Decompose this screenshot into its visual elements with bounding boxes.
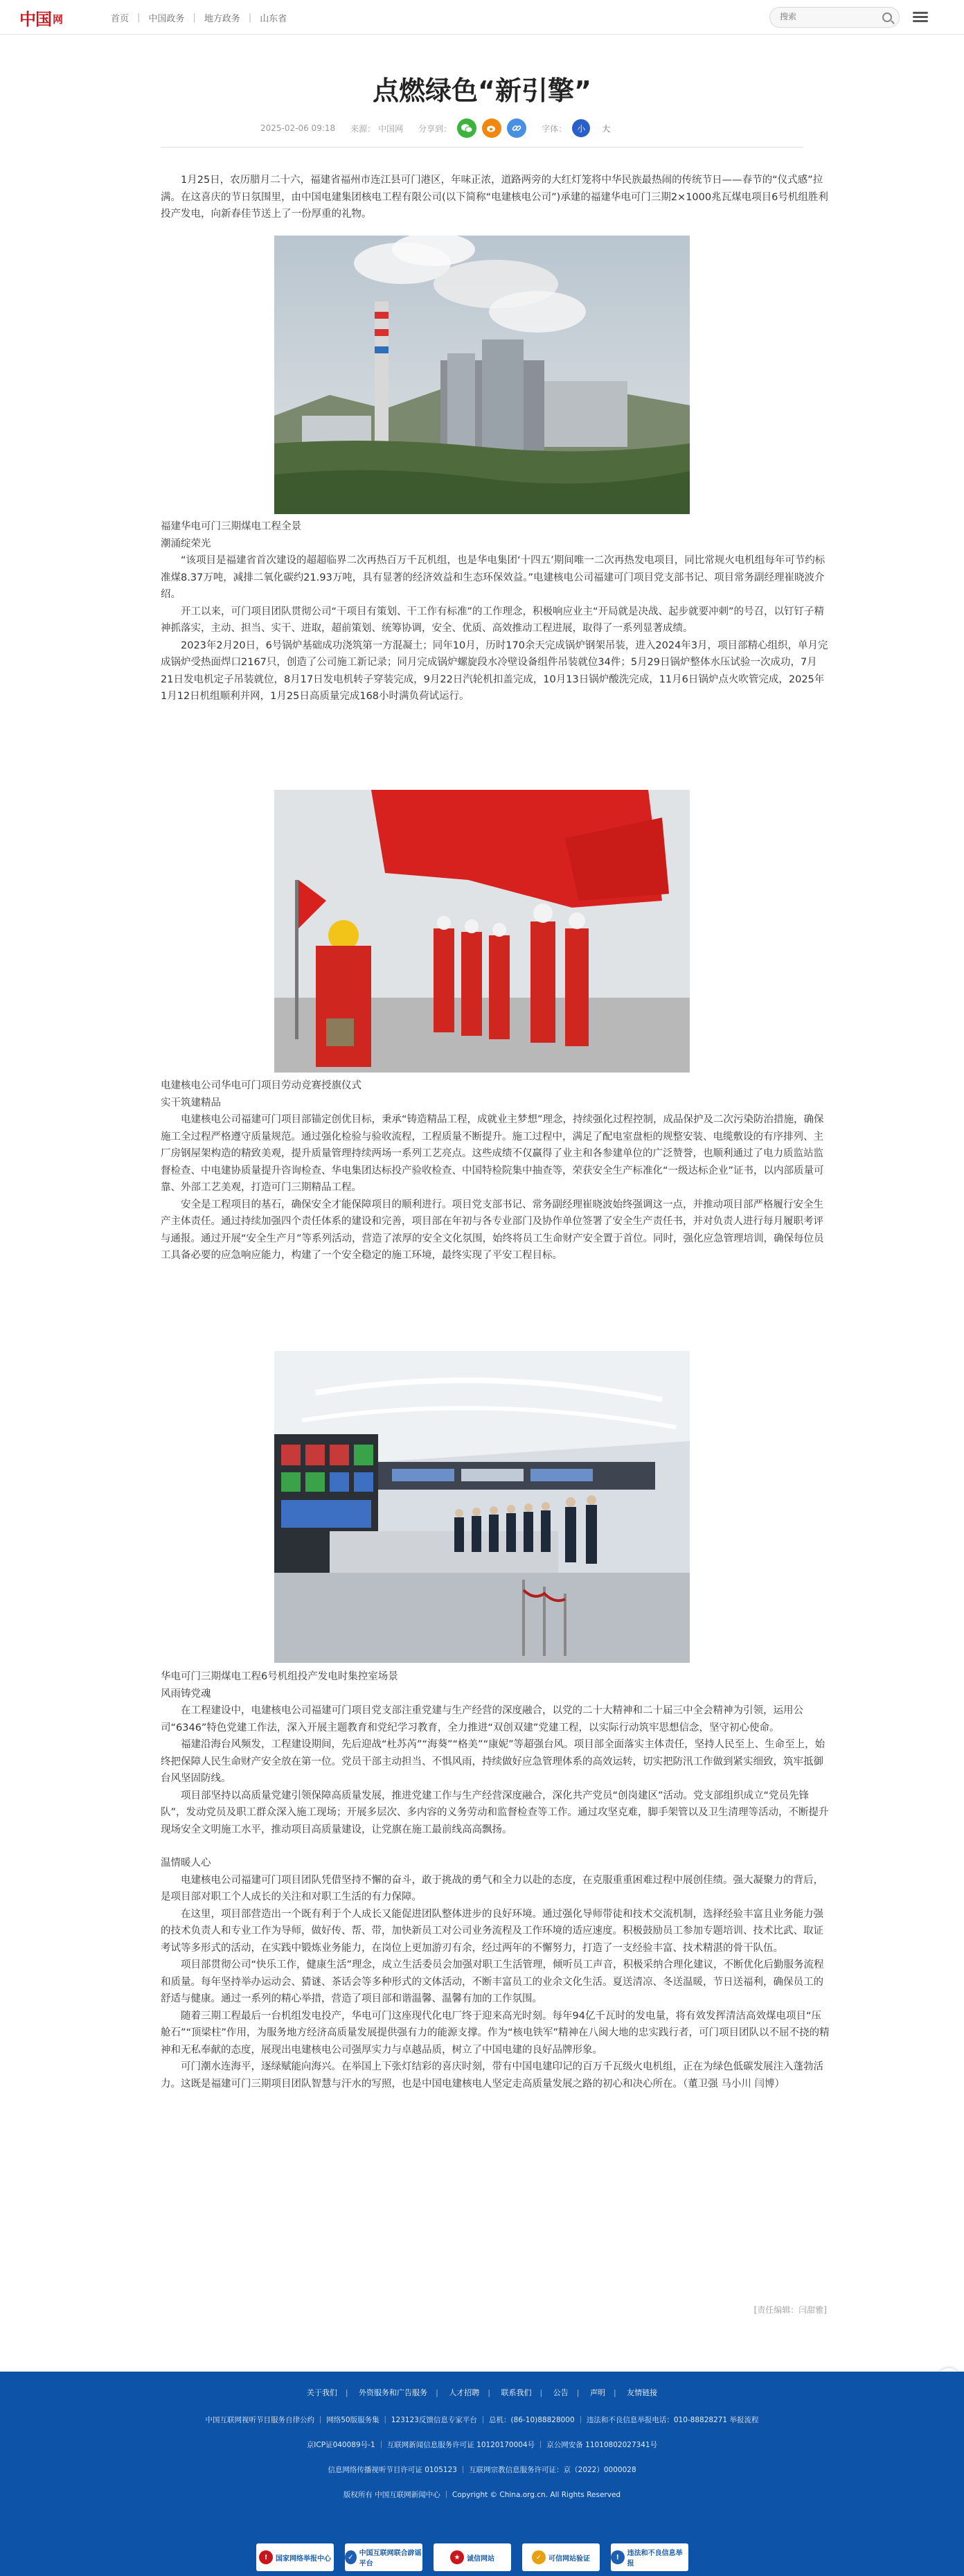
paragraph: “该项目是福建省首次建设的超超临界二次再热百万千瓦机组，也是华电集团‘十四五’期间唯一二次再热发电项目，同比常规火电机组每年可节约标准煤8.37万吨，减排二氧化碳约21.93万吨，具有显著的经济效益和生态环保效益。”电建核电公司福建可门项目党支部书记、项目常务副经理崔晓波介绍。 [161,555,825,600]
source-label: 来源： [350,123,376,134]
badge-icon: ! [259,2550,273,2564]
paragraph: 可门潮水连海平，逐绿赋能向海兴。在举国上下张灯结彩的喜庆时刻，带有中国电建印记的百万千瓦级火电机组，正在为绿色低碳发展注入蓬勃活力。这既是福建可门三期项目团队智慧与汗水的写照，也是中国电建核电人坚定走高质量发展之路的初心和决心所在。（董卫强 马小川 闫博） [161,2061,823,2090]
top-navigation-bar [0,0,964,35]
badge-report-center[interactable]: ! 国家网络举报中心 [256,2543,334,2571]
badge-icon: ✓ [532,2550,546,2564]
paragraph: 开工以来，可门项目团队贯彻公司“干项目有策划、干工作有标准”的工作理念，积极响应业主“开局就是决战、起步就要冲刺”的号召，以钉钉子精神抓落实，主动、担当、实干、进取，超前策划、统筹协调，安全、优质、高效推动工程进展，取得了一系列显著成绩。 [161,606,825,634]
font-large-button[interactable]: 大 [602,123,611,134]
responsible-editor: [责任编辑：闫甜雅] [753,2305,827,2315]
font-size-label: 字体： [542,123,567,134]
section-heading-1: 潮涌绽荣光 [161,538,211,549]
paragraph: 项目部坚持以高质量党建引领保障高质量发展，推进党建工作与生产经营深度融合，深化共产党员“创岗建区”活动。党支部组织成立“党员先锋队”，发动党员及职工群众深入施工现场；开展多层次、多内容的义务劳动和监督检查等工作。通过攻坚克难，脚手架管以及卫生清理等活动，不断提升现场安全文明施工水平，推动项目高质量建设，让党旗在施工最前线高高飘扬。 [161,1790,829,1835]
badge-icon: ★ [450,2550,464,2564]
breadcrumb-local-gov[interactable]: 地方政务 [204,14,240,24]
footer-link-statement[interactable]: 声明 [589,2388,605,2397]
article-meta [260,118,615,139]
logo-text: 网 [53,12,64,26]
footer-link-about[interactable]: 关于我们 [306,2388,337,2397]
photo-control-room [274,1351,690,1663]
article-section-1 [161,518,830,705]
footer-link-notice[interactable]: 公告 [553,2388,569,2397]
article-paragraph-intro: 1月25日，农历腊月二十六，福建省福州市连江县可门港区，年味正浓，道路两旁的大红灯笼将中华民族最热闹的传统节日——春节的“仪式感”拉满。在这喜庆的节日氛围里，由中国电建集团核电工程有限公司(以下简称“电建核电公司”)承建的福建华电可门三期2×1000兆瓦煤电项目6号机组胜利投产发电，向新春佳节送上了一份厚重的礼物。 [161,175,828,220]
footer-links: 关于我们 | 外资服务和广告服务 | 人才招聘 | 联系我们 | 公告 | 声明 | 友情链接 [306,2388,658,2397]
badge-credit-site[interactable]: ★ 诚信网站 [434,2543,511,2571]
photo-caption-3: 华电可门三期煤电工程6号机组投产发电时集控室场景 [161,1671,398,1682]
footer-copyright: 版权所有 中国互联网新闻中心 ｜ Copyright © China.org.cn. All Rights Reserved [343,2491,621,2499]
menu-icon[interactable] [913,10,928,25]
paragraph: 在工程建设中，电建核电公司福建可门项目党支部注重党建与生产经营的深度融合，以党的二十大精神和二十届三中全会精神为引领，运用公司“6346”特色党建工作法，深入开展主题教育和党纪学习教育，全力推进“双创双建”党建工程，以实际行动筑牢思想信念，坚守初心使命。 [161,1705,803,1733]
footer-badges [256,2543,688,2571]
title-divider [161,147,803,148]
photo-caption-1: 福建华电可门三期煤电工程全景 [161,521,301,532]
paragraph: 电建核电公司福建可门项目部锚定创优目标，秉承“铸造精品工程，成就业主梦想”理念，持续强化过程控制，成品保护及二次污染防治措施，确保施工全过程严格遵守质量规范。通过强化检验与验收流程，工程质量不断提升。施工过程中，满足了配电室盘柜的规整安装、电缆敷设的有序排列、主厂房钢屋架构造的精致美观，提升质量管理持续两场一系列工艺亮点。这些成绩不仅赢得了业主和各参建单位的广泛赞誉，也顺利通过了电力质监站监督检查、中电建协质量提升咨询检查、华电集团达标投产验收检查、中国特检院集中抽查等，荣获安全生产标准化“一级达标企业”证书，以内部质量可靠、外部工艺美观，打造可门三期精品工程。 [161,1114,824,1193]
badge-illegal-report[interactable]: ! 违法和不良信息举报 [611,2543,688,2571]
weibo-share-icon[interactable] [482,118,501,138]
badge-rumor-platform[interactable]: ✓ 中国互联网联合辟谣平台 [345,2543,422,2571]
breadcrumb [111,11,287,24]
paragraph: 电建核电公司福建可门项目团队凭借坚持不懈的奋斗，敢于挑战的勇气和全力以赴的态度，在克服重重困难过程中展创佳绩。强大凝聚力的背后，是项目部对职工个人成长的关注和对职工生活的有力保障。 [161,1874,823,1903]
section-heading-3: 风雨铸党魂 [161,1688,211,1700]
logo-mark: 中国 [19,8,51,29]
publish-date: 2025-02-06 09:18 [260,123,336,133]
breadcrumb-separator: | [248,12,252,23]
breadcrumb-shandong[interactable]: 山东省 [260,14,287,24]
search-input[interactable] [780,12,863,21]
footer-license-line-3: 信息网络传播视听节目许可证 0105123 ｜ 互联网宗教信息服务许可证：京（2022）0000028 [328,2466,636,2474]
section-heading-2: 实干筑建精品 [161,1097,221,1109]
breadcrumb-home[interactable]: 首页 [111,14,130,24]
search-box [769,7,900,28]
font-small-button[interactable]: 小 [572,119,590,137]
badge-icon: ✓ [345,2550,357,2564]
site-footer [0,2372,964,2576]
breadcrumb-separator: | [137,12,141,23]
paragraph: 随着三期工程最后一台机组发电投产，华电可门这座现代化电厂终于迎来高光时刻。每年94亿千瓦时的发电量，将有效发挥清洁高效煤电项目“压舱石”“顶梁柱”作用，为服务地方经济高质量发展提供强有力的能源支撑。作为“核电铁军”精神在八闽大地的忠实践行者，可门项目团队以不屈不挠的精神和无私奉献的态度，展现出电建核电公司强厚实力与卓越品质，树立了中国电建的良好品牌形象。 [161,2010,830,2056]
breadcrumb-china-gov[interactable]: 中国政务 [148,14,185,24]
footer-link-contact[interactable]: 联系我们 [501,2388,532,2397]
section-heading-4: 温情暖人心 [161,1858,211,1869]
paragraph: 福建沿海台风频发，工程建设期间，先后迎战“杜苏芮”“海葵”“格美”“康妮”等超强台风。项目部全面落实主体责任，坚持人民至上、生命至上，始终把保障人民生命财产安全放在第一位。党员干部主动担当、不惧风雨，持续做好应急管理体系的高效运转，切实把防汛工作做到紧实细致，筑牢抵御台风坚固防线。 [161,1739,825,1784]
footer-license-line-1: 中国互联网视听节目服务自律公约 ｜ 网络50版服务集 ｜ 123123反馈信息专家平台 ｜ 总机：(86-10)88828000 ｜ 违法和不良信息举报电话：010-88828271 举报流程 [205,2416,759,2424]
source-name: 中国网 [378,123,404,134]
photo-caption-2: 电建核电公司华电可门项目劳动竞赛授旗仪式 [161,1080,362,1091]
photo-power-plant-panorama [274,236,690,514]
paragraph: 在这里，项目部营造出一个既有利于个人成长又能促进团队整体进步的良好环境。通过强化导师带徒和技术交流机制，选择经验丰富且业务能力强的技术负责人和专业工作为导师，做好传、帮、带，加快新员工对公司业务流程及工作环境的适应速度。积极鼓励员工参加专题培训、技术比武、取证考试等多形式的活动，在实践中锻炼业务能力，在岗位上更加游刃有余，经过两年的不懈努力，打造了一支经验丰富、技术精湛的骨干队伍。 [161,1908,823,1954]
search-icon[interactable] [882,12,892,22]
badge-icon: ! [611,2550,625,2564]
share-label: 分享到： [418,123,452,134]
site-logo[interactable] [19,7,63,28]
article-title: 点燃绿色“新引擎” [373,76,591,106]
badge-trusted-site[interactable]: ✓ 可信网站验证 [522,2543,600,2571]
paragraph: 安全是工程项目的基石，确保安全才能保障项目的顺利进行。项目党支部书记、常务副经理崔晓波始终强调这一点，并推动项目部严格履行安全生产主体责任。通过持续加强四个责任体系的建设和完善，项目部在年初与各专业部门及协作单位签署了安全生产责任书，并对负责人进行每月履职考评与通报。通过开展“安全生产月”等系列活动，营造了浓厚的安全文化氛围，始终将员工生命财产安全置于首位。同时，强化应急管理培训，确保每位员工具备必要的应急响应能力，构建了一个安全稳定的施工环境，最终实现了平安工程目标。 [161,1199,824,1261]
paragraph: 2023年2月20日，6号锅炉基础成功浇筑第一方混凝土；同年10月，历时170余天完成锅炉钢架吊装，进入2024年3月，项目部精心组织，单月完成锅炉受热面焊口2167只，创造了公司施工新记录；同月完成锅炉螺旋段水冷壁设备组件吊装就位34件；5月29日锅炉整体水压试验一次成功，7月21日发电机定子吊装就位，8月17日发电机转子穿装完成，9月22日汽轮机扣盖完成，10月13日锅炉酸洗完成，11月6日锅炉点火吹管完成，2025年1月12日机组顺利并网，1月25日高质量完成168小时满负荷试运行。 [161,639,828,702]
breadcrumb-separator: | [193,12,196,23]
article-section-3 [161,1668,830,2092]
footer-license-line-2: 京ICP证040089号-1 ｜ 互联网新闻信息服务许可证 10120170004号 ｜ 京公网安备 11010802027341号 [306,2441,658,2449]
footer-link-ads[interactable]: 外资服务和广告服务 [359,2388,428,2397]
article-section-2 [161,1077,830,1264]
paragraph: 项目部贯彻公司“快乐工作，健康生活”理念，成立生活委员会加强对职工生活管理，倾听员工声音，积极采纳合理化建议，不断优化后勤服务流程和质量。每年坚持举办运动会、猜谜、茶话会等多种形式的文体活动，不断丰富员工的业余文化生活。夏送清凉、冬送温暖，节日送福利，确保员工的舒适与健康。通过一系列的精心举措，营造了项目部和谐温馨、温馨有加的工作氛围。 [161,1959,824,2004]
wechat-share-icon[interactable] [457,118,476,138]
footer-link-jobs[interactable]: 人才招聘 [449,2388,480,2397]
photo-flag-ceremony [274,790,690,1073]
footer-link-friends[interactable]: 友情链接 [627,2388,658,2397]
link-share-icon[interactable] [507,118,526,138]
